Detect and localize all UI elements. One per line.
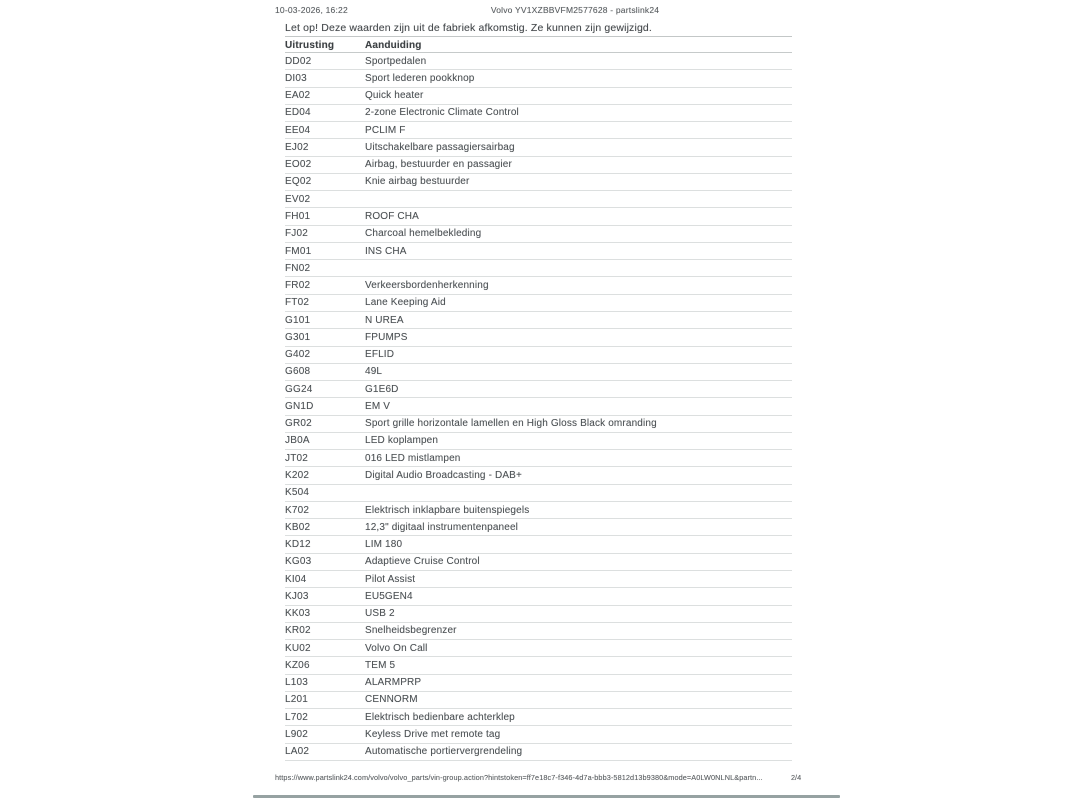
table-row bbox=[285, 88, 792, 105]
equipment-label: Volvo On Call bbox=[365, 642, 428, 654]
table-row bbox=[285, 364, 792, 381]
equipment-code: KG03 bbox=[285, 556, 312, 568]
table-row bbox=[285, 191, 792, 208]
equipment-code: EJ02 bbox=[285, 141, 309, 153]
equipment-label: INS CHA bbox=[365, 245, 407, 257]
table-row bbox=[285, 554, 792, 571]
equipment-code: L702 bbox=[285, 711, 309, 723]
equipment-label: Sportpedalen bbox=[365, 55, 427, 67]
equipment-label: Sport grille horizontale lamellen en High Gloss Black omranding bbox=[365, 418, 657, 430]
equipment-code: LA02 bbox=[285, 746, 310, 758]
table-row bbox=[285, 623, 792, 640]
equipment-label: Elektrisch inklapbare buitenspiegels bbox=[365, 504, 530, 516]
equipment-label: Pilot Assist bbox=[365, 573, 416, 585]
table-row bbox=[285, 329, 792, 346]
equipment-code: FN02 bbox=[285, 262, 311, 274]
equipment-code: GR02 bbox=[285, 418, 312, 430]
equipment-code: G608 bbox=[285, 366, 311, 378]
equipment-table bbox=[285, 38, 792, 761]
equipment-code: KR02 bbox=[285, 625, 311, 637]
equipment-label: Airbag, bestuurder en passagier bbox=[365, 159, 512, 171]
document-title: Volvo YV1XZBBVFM2577628 - partslink24 bbox=[490, 5, 660, 15]
equipment-code: KD12 bbox=[285, 539, 311, 551]
table-row bbox=[285, 105, 792, 122]
factory-values-notice: Let op! Deze waarden zijn uit de fabriek afkomstig. Ze kunnen zijn gewijzigd. bbox=[285, 22, 652, 34]
equipment-code: ED04 bbox=[285, 107, 311, 119]
equipment-table-header bbox=[285, 38, 792, 53]
equipment-label: 2-zone Electronic Climate Control bbox=[365, 107, 519, 119]
column-header-uitrusting: Uitrusting bbox=[285, 39, 335, 51]
equipment-code: FR02 bbox=[285, 280, 311, 292]
equipment-label: ROOF CHA bbox=[365, 211, 419, 223]
equipment-code: JT02 bbox=[285, 452, 309, 464]
equipment-code: K504 bbox=[285, 487, 310, 499]
equipment-label: Adaptieve Cruise Control bbox=[365, 556, 480, 568]
table-row bbox=[285, 675, 792, 692]
equipment-code: DI03 bbox=[285, 72, 307, 84]
equipment-label: 12,3" digitaal instrumentenpaneel bbox=[365, 521, 519, 533]
table-row bbox=[285, 122, 792, 139]
table-row bbox=[285, 347, 792, 364]
table-row bbox=[285, 416, 792, 433]
equipment-code: L201 bbox=[285, 694, 309, 706]
equipment-label: Quick heater bbox=[365, 90, 424, 102]
table-row bbox=[285, 277, 792, 294]
equipment-code: GN1D bbox=[285, 400, 314, 412]
table-row bbox=[285, 208, 792, 225]
equipment-code: EO02 bbox=[285, 159, 312, 171]
table-row bbox=[285, 433, 792, 450]
equipment-code: KB02 bbox=[285, 521, 311, 533]
equipment-code: K202 bbox=[285, 470, 310, 481]
equipment-label: Verkeersbordenherkenning bbox=[365, 280, 489, 292]
scan-edge-line bbox=[253, 795, 840, 798]
equipment-code: KK03 bbox=[285, 608, 311, 620]
table-row bbox=[285, 640, 792, 657]
equipment-code: G301 bbox=[285, 331, 311, 343]
table-row bbox=[285, 53, 792, 70]
equipment-label: EM V bbox=[365, 400, 391, 412]
table-row bbox=[285, 588, 792, 605]
equipment-code: K702 bbox=[285, 504, 310, 516]
notice-divider bbox=[285, 36, 792, 37]
equipment-label: USB 2 bbox=[365, 608, 395, 620]
table-row bbox=[285, 519, 792, 536]
table-row bbox=[285, 226, 792, 243]
page-number: 2/4 bbox=[791, 773, 802, 782]
equipment-code: L902 bbox=[285, 728, 309, 740]
table-row bbox=[285, 657, 792, 674]
equipment-label: TEM 5 bbox=[365, 659, 396, 671]
table-row bbox=[285, 312, 792, 329]
equipment-label: LIM 180 bbox=[365, 539, 403, 551]
table-row bbox=[285, 157, 792, 174]
equipment-label: Charcoal hemelbekleding bbox=[365, 228, 482, 240]
equipment-label: Sport lederen pookknop bbox=[365, 72, 475, 84]
column-header-aanduiding: Aanduiding bbox=[365, 39, 422, 51]
table-row bbox=[285, 692, 792, 709]
equipment-label: 49L bbox=[365, 366, 383, 378]
table-row bbox=[285, 485, 792, 502]
equipment-code: FH01 bbox=[285, 211, 311, 223]
table-row bbox=[285, 139, 792, 156]
equipment-code: KI04 bbox=[285, 573, 307, 585]
equipment-code: L103 bbox=[285, 677, 309, 689]
equipment-code: FT02 bbox=[285, 297, 310, 309]
table-row bbox=[285, 571, 792, 588]
table-row bbox=[285, 243, 792, 260]
equipment-code: EQ02 bbox=[285, 176, 312, 188]
equipment-label: Digital Audio Broadcasting - DAB+ bbox=[365, 470, 522, 481]
equipment-code: G402 bbox=[285, 349, 311, 361]
equipment-label: Uitschakelbare passagiersairbag bbox=[365, 141, 515, 153]
equipment-label: G1E6D bbox=[365, 383, 399, 395]
equipment-label: ALARMPRP bbox=[365, 677, 422, 689]
table-row bbox=[285, 536, 792, 553]
equipment-label: LED koplampen bbox=[365, 435, 439, 447]
equipment-code: JB0A bbox=[285, 435, 310, 447]
equipment-label: Automatische portiervergrendeling bbox=[365, 746, 523, 758]
equipment-label: Lane Keeping Aid bbox=[365, 297, 446, 309]
table-row bbox=[285, 260, 792, 277]
equipment-label: Snelheidsbegrenzer bbox=[365, 625, 457, 637]
table-row bbox=[285, 174, 792, 191]
equipment-label: Elektrisch bedienbare achterklep bbox=[365, 711, 515, 723]
equipment-label: 016 LED mistlampen bbox=[365, 452, 461, 464]
table-row bbox=[285, 398, 792, 415]
table-row bbox=[285, 467, 792, 484]
table-row bbox=[285, 450, 792, 467]
equipment-code: EE04 bbox=[285, 124, 311, 136]
equipment-label: FPUMPS bbox=[365, 331, 408, 343]
table-row bbox=[285, 70, 792, 87]
equipment-label: Keyless Drive met remote tag bbox=[365, 728, 501, 740]
table-row bbox=[285, 606, 792, 623]
equipment-code: DD02 bbox=[285, 55, 312, 67]
equipment-label: CENNORM bbox=[365, 694, 418, 706]
equipment-code: KZ06 bbox=[285, 659, 310, 671]
table-row bbox=[285, 726, 792, 743]
equipment-code: FJ02 bbox=[285, 228, 309, 240]
equipment-code: EA02 bbox=[285, 90, 311, 102]
table-row bbox=[285, 709, 792, 726]
equipment-table-body bbox=[285, 53, 792, 761]
equipment-label: N UREA bbox=[365, 314, 404, 326]
equipment-label: EU5GEN4 bbox=[365, 590, 413, 602]
equipment-label: EFLID bbox=[365, 349, 395, 361]
equipment-code: FM01 bbox=[285, 245, 312, 257]
equipment-code: KU02 bbox=[285, 642, 311, 654]
equipment-code: KJ03 bbox=[285, 590, 309, 602]
equipment-code: EV02 bbox=[285, 193, 311, 205]
table-row bbox=[285, 381, 792, 398]
equipment-label: PCLIM F bbox=[365, 124, 406, 136]
table-row bbox=[285, 295, 792, 312]
equipment-code: GG24 bbox=[285, 383, 313, 395]
print-date: 10-03-2026, 16:22 bbox=[275, 5, 348, 15]
source-url: https://www.partslink24.com/volvo/volvo_parts/vin-group.action?hintstoken=ff7e18c7-f346-4d7a-bbb3-5812d13b9380&mode=A0LW0NLNL&partn... bbox=[275, 773, 763, 782]
table-row bbox=[285, 502, 792, 519]
table-row bbox=[285, 744, 792, 761]
equipment-label: Knie airbag bestuurder bbox=[365, 176, 470, 188]
equipment-code: G101 bbox=[285, 314, 311, 326]
